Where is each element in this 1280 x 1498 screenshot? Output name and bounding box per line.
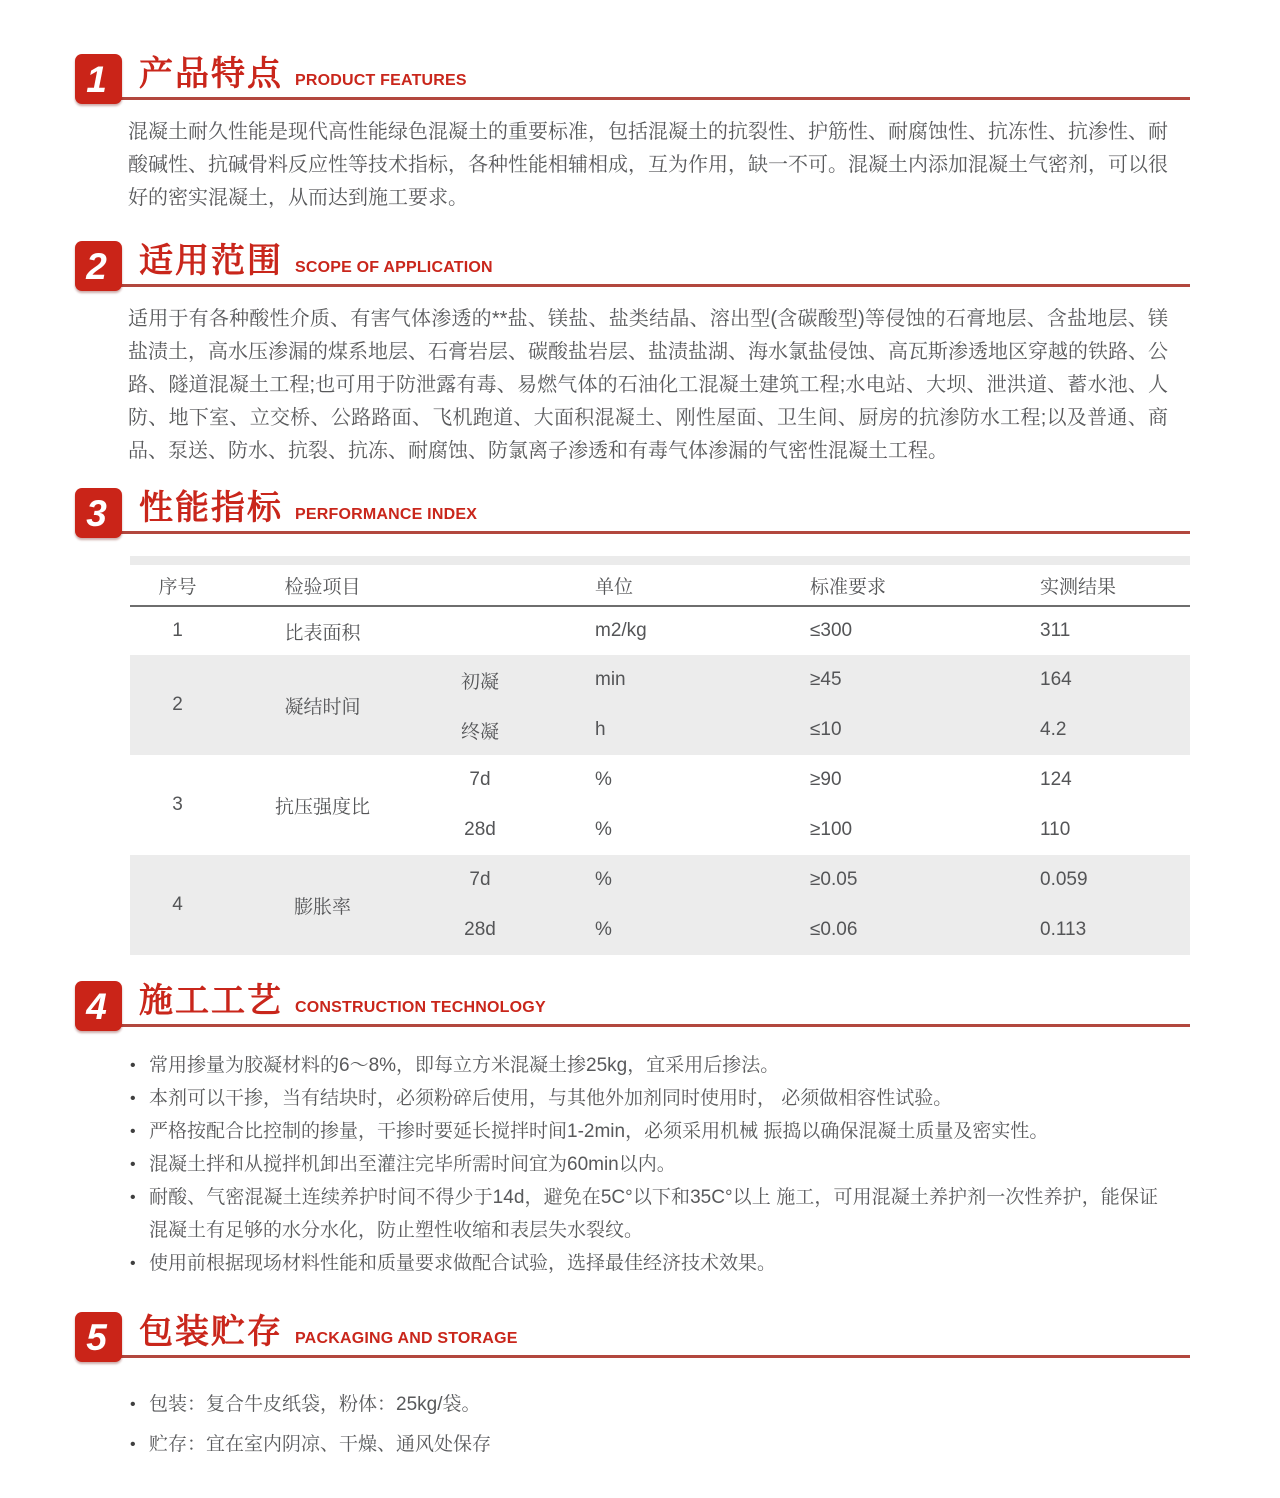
bullet-item [128,1049,1158,1082]
section-subtitle: SCOPE OF APPLICATION [295,259,493,276]
cell-sub: 7d [469,869,491,890]
section-subtitle: CONSTRUCTION TECHNOLOGY [295,999,546,1016]
section-title: 性能指标 [139,489,283,527]
cell-item: 抗压强度比 [274,796,370,818]
bullet-text: 严格按配合比控制的掺量，干掺时要延长搅拌时间1-2min，必须采用机械 振捣以确保混凝土质量及密实性。 [149,1121,1049,1142]
section-title: 施工工艺 [139,982,283,1020]
table-row [130,655,1190,755]
cell-standard: ≥100 [810,819,853,840]
section-number-badge [75,981,122,1031]
section-underline [78,284,1190,287]
cell-standard: ≥45 [810,669,842,690]
bullet-list [128,1049,1158,1280]
section-subtitle: PACKAGING AND STORAGE [295,1330,518,1347]
bullet-item [128,1247,1158,1280]
performance-table [130,556,1190,955]
bullet-dot: • [130,1255,136,1272]
section-titles [139,46,467,95]
cell-unit: % [595,869,612,890]
cell-sub: 28d [464,919,496,940]
section-number: 2 [86,245,107,287]
section-number-badge [75,54,122,104]
cell-unit: % [595,819,612,840]
col-header-result: 实测结果 [1040,576,1117,598]
section-subtitle: PRODUCT FEATURES [295,72,467,89]
cell-no: 4 [172,894,183,915]
bullet-text: 使用前根据现场材料性能和质量要求做配合试验，选择最佳经济技术效果。 [149,1253,777,1274]
bullet-text: 混凝土拌和从搅拌机卸出至灌注完毕所需时间宜为60min以内。 [149,1154,676,1175]
cell-result: 0.113 [1040,919,1087,940]
section-titles [139,973,546,1022]
section-number-badge [75,1312,122,1362]
bullet-dot: • [130,1090,136,1107]
section-header [75,977,1190,1031]
section-number: 5 [86,1316,107,1358]
cell-unit: % [595,769,612,790]
section-number: 4 [86,985,107,1027]
cell-unit: % [595,919,612,940]
section-subtitle: PERFORMANCE INDEX [295,506,478,523]
bullet-text: 本剂可以干掺，当有结块时，必须粉碎后使用，与其他外加剂同时使用时， 必须做相容性试验。 [149,1088,953,1109]
col-header-unit: 单位 [595,576,634,598]
bullet-item [128,1428,1158,1461]
section-number: 3 [86,492,107,534]
section-header [75,484,1190,538]
cell-sub: 7d [469,769,491,790]
bullet-dot: • [130,1436,136,1453]
cell-result: 110 [1040,819,1071,840]
cell-result: 124 [1040,769,1072,790]
section-underline [78,1355,1190,1358]
section-underline [78,1024,1190,1027]
col-header-item: 检验项目 [284,576,361,598]
section-number-badge [75,488,122,538]
bullet-item [128,1115,1158,1148]
cell-standard: ≤300 [810,620,853,641]
section-titles [139,1304,518,1353]
section-number-badge [75,241,122,291]
section-product-features [75,50,1190,215]
cell-standard: ≥0.05 [810,869,858,890]
bullet-item [128,1388,1158,1421]
cell-sub: 终凝 [460,721,499,743]
table-row [130,607,1190,655]
cell-result: 0.059 [1040,869,1088,890]
cell-unit: min [595,669,626,690]
cell-sub: 28d [464,819,496,840]
bullet-item [128,1082,1158,1115]
bullet-list [128,1388,1158,1461]
cell-standard: ≤0.06 [810,919,858,940]
cell-no: 3 [172,794,183,815]
section-performance-index [75,484,1190,955]
table-header-row [130,565,1190,607]
section-header [75,237,1190,291]
bullet-dot: • [130,1057,136,1074]
table-top-bar [130,556,1190,565]
section-title: 产品特点 [139,55,283,93]
bullet-text: 贮存：宜在室内阴凉、干燥、通风处保存 [149,1434,492,1455]
section-underline [78,531,1190,534]
section-construction-technology [75,977,1190,1280]
cell-standard: ≤10 [810,719,842,740]
col-header-standard: 标准要求 [810,576,887,598]
table-row [130,855,1190,955]
section-scope-of-application [75,237,1190,468]
cell-item: 比表面积 [284,622,361,644]
bullet-dot: • [130,1396,136,1413]
bullet-item [128,1181,1158,1247]
cell-item: 膨胀率 [293,896,351,918]
bullet-dot: • [130,1189,136,1206]
bullet-item [128,1148,1158,1181]
section-titles [139,233,493,282]
cell-result: 4.2 [1040,719,1067,740]
cell-item: 凝结时间 [284,696,361,718]
section-number: 1 [86,58,107,100]
col-header-no: 序号 [158,576,197,598]
section-underline [78,97,1190,100]
cell-standard: ≥90 [810,769,842,790]
section-header [75,1308,1190,1362]
bullet-text: 常用掺量为胶凝材料的6～8%，即每立方米混凝土掺25kg，宜采用后掺法。 [149,1055,780,1076]
cell-no: 2 [172,694,183,715]
section-paragraph: 混凝土耐久性能是现代高性能绿色混凝土的重要标准，包括混凝土的抗裂性、护筋性、耐腐蚀性、抗冻性、抗渗性、耐酸碱性、抗碱骨料反应性等技术指标，各种性能相辅相成，互为作用，缺一不可。混凝土内添加混凝土气密剂，可以很好的密实混凝土，从而达到施工要求。 [128,121,1168,209]
section-titles [139,480,477,529]
bullet-text: 包装：复合牛皮纸袋，粉体：25kg/袋。 [149,1394,481,1415]
cell-result: 164 [1040,669,1072,690]
section-paragraph: 适用于有各种酸性介质、有害气体渗透的**盐、镁盐、盐类结晶、溶出型(含碳酸型)等侵蚀的石膏地层、含盐地层、镁盐渍土，高水压渗漏的煤系地层、石膏岩层、碳酸盐岩层、盐渍盐湖、海水氯盐侵蚀、高瓦斯渗透地区穿越的铁路、公路、隧道混凝土工程;也可用于防泄露有毒、易燃气体的石油化工混凝土建筑工程;水电站、大坝、泄洪道、蓄水池、人防、地下室、立交桥、公路路面、飞机跑道、大面积混凝土、刚性屋面、卫生间、厨房的抗渗防水工程;以及普通、商品、泵送、防水、抗裂、抗冻、耐腐蚀、防氯离子渗透和有毒气体渗漏的气密性混凝土工程。 [128,308,1168,462]
cell-result: 311 [1040,620,1071,641]
cell-sub: 初凝 [460,671,499,693]
section-title: 适用范围 [139,242,283,280]
section-packaging-and-storage [75,1308,1190,1461]
bullet-dot: • [130,1123,136,1140]
table-row [130,755,1190,855]
bullet-text: 耐酸、气密混凝土连续养护时间不得少于14d，避免在5C°以下和35C°以上 施工，可用混凝土养护剂一次性养护，能保证混凝土有足够的水分水化，防止塑性收缩和表层失水裂纹。 [149,1187,1158,1241]
section-header [75,50,1190,104]
cell-unit: m2/kg [595,620,647,641]
cell-no: 1 [172,620,183,641]
section-title: 包装贮存 [139,1313,283,1351]
cell-unit: h [595,719,606,740]
bullet-dot: • [130,1156,136,1173]
